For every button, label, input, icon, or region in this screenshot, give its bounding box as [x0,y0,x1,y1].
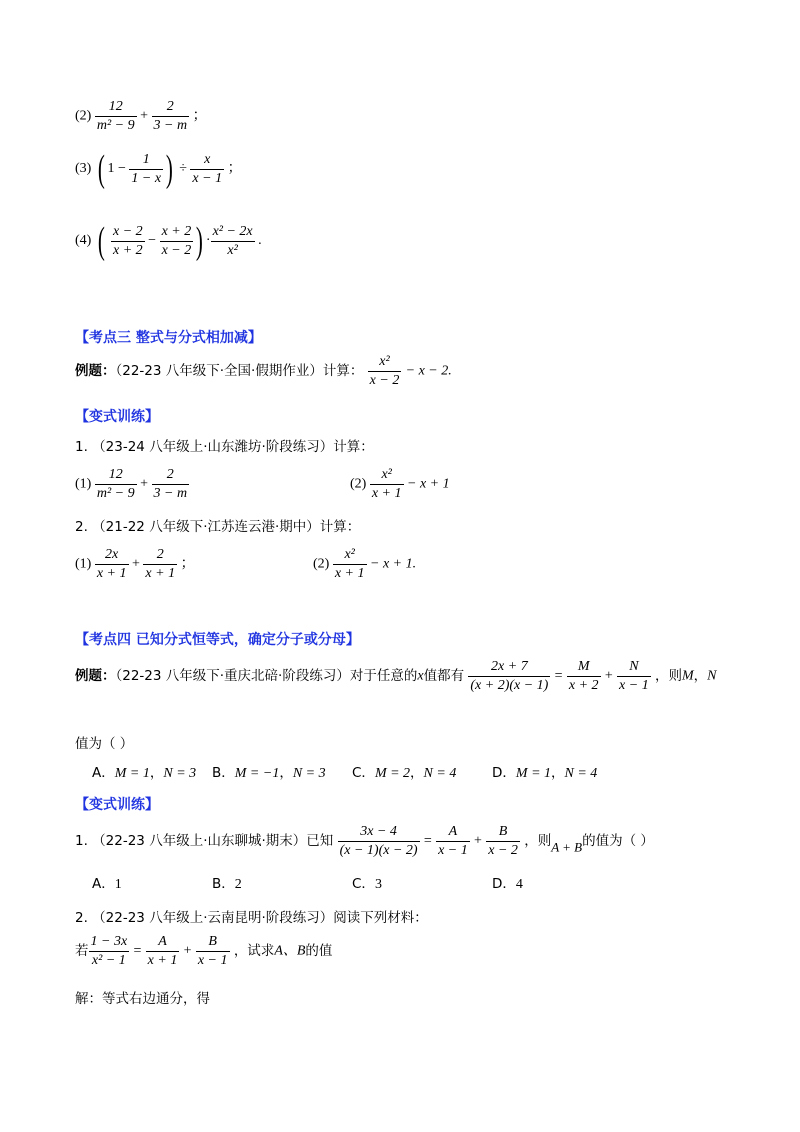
fraction: $\frac{\text{x² − 2x}}{\text{x²}}$ [212,223,253,258]
option-b[interactable]: B．2 [212,876,242,892]
fraction: $\frac{\text{x²}}{x - 2}$ [369,354,400,388]
option-b[interactable]: B．M = −1，N = 3 [212,765,326,781]
option-c[interactable]: C．M = 2，N = 4 [352,765,457,781]
question-2-part-1: (1) $\frac{2x}{x + 1}$ + $\frac{2}{x + 1}$ ； [75,547,195,581]
fraction: $\frac{B}{x - 2}$ [488,824,518,858]
example-source: （22-23 八年级下·全国·假期作业）计算： [115,362,364,379]
question-1: 1. （23-24 八年级上·山东潍坊·阶段练习）计算： [75,439,374,455]
fraction: $\frac{2}{3 - m}$ [153,99,188,133]
left-paren: ( [97,148,105,190]
problem-3: (3) ( 1 − $\frac{1}{1 - x}$ ) ÷ $\frac{x}{x - 1}$ ； [75,148,242,190]
fraction: $\frac{A}{x - 1}$ [438,824,468,858]
problem-label: (2) [75,108,92,124]
right-paren: ) [196,220,204,262]
fraction: $\frac{x - 2}{x + 2}$ [112,223,143,258]
example-answer-prompt: 值为（ ） [75,736,134,752]
section-heading: 【考点三 整式与分式相加减】 [75,330,262,346]
fraction: $\frac{x}{x - 1}$ [192,151,223,186]
option-c[interactable]: C．3 [352,876,382,892]
problem-label: (3) [75,161,92,177]
fraction: $\frac{2}{3 - m}$ [153,467,188,501]
option-d[interactable]: D．4 [492,876,523,892]
question-2: 2. （22-23 八年级上·云南昆明·阶段练习）阅读下列材料： [75,910,428,926]
option-a[interactable]: A．1 [92,876,122,892]
practice-heading: 【变式训练】 [75,797,159,813]
problem-4: (4) ( $\frac{x - 2}{x + 2}$ − $\frac{x + 2}{x - 2}$ ) · $\frac{\text{x² − 2x}}{\text{x²}}$ . [75,220,262,262]
question-2: 2. （21-22 八年级下·江苏连云港·期中）计算： [75,519,361,535]
fraction: $\frac{1 - 3x}{\text{x² − 1}}$ [90,934,128,968]
fraction: $\frac{A}{x + 1}$ [147,934,178,968]
options-row [92,767,652,783]
question-1: 1. （22-23 八年级上·山东聊城·期末）已知 $\frac{3x - 4}{(x - 1)(x - 2)}$ = $\frac{A}{x - 1}$ + $\frac{B}{x - 2}$ ，则A + B的值为（ ） [75,824,654,858]
fraction: $\frac{2x}{x + 1}$ [96,547,127,581]
fraction: $\frac{\text{x²}}{x + 1}$ [334,547,365,581]
question-1-part-1: (1) $\frac{12}{\text{m² − 9}}$ + $\frac{2}{3 - m}$ [75,467,188,501]
solution-line: 解：等式右边通分，得 [75,991,210,1007]
fraction: $\frac{\text{x²}}{x + 1}$ [371,467,402,501]
problem-2: (2) $\frac{12}{\text{m² − 9}}$ + $\frac{2}{3 - m}$ ； [75,99,207,133]
fraction: $\frac{M}{x + 2}$ [568,659,599,693]
practice-heading: 【变式训练】 [75,409,159,425]
fraction: $\frac{12}{\text{m² − 9}}$ [96,99,135,133]
question-2-condition: 若 $\frac{1 - 3x}{\text{x² − 1}}$ = $\frac{A}{x + 1}$ + $\frac{B}{x - 1}$ ，试求A、B的值 [75,934,333,968]
example-label: 例题： [75,667,116,684]
fraction: $\frac{x + 2}{x - 2}$ [161,223,192,258]
fraction: $\frac{3x - 4}{(x - 1)(x - 2)}$ [339,824,418,858]
fraction: $\frac{12}{\text{m² − 9}}$ [96,467,135,501]
option-d[interactable]: D．M = 1，N = 4 [492,765,598,781]
left-paren: ( [97,220,105,262]
question-2-part-2: (2) $\frac{\text{x²}}{x + 1}$ − x + 1. [313,547,417,581]
section-heading: 【考点四 已知分式恒等式，确定分子或分母】 [75,632,360,648]
fraction: $\frac{B}{x - 1}$ [197,934,228,968]
fraction: $\frac{2}{x + 1}$ [145,547,176,581]
example-row: 例题：（22-23 八年级下·全国·假期作业）计算： $\frac{\text{x²}}{x - 2}$ − x − 2. [75,354,452,388]
problem-label: (4) [75,233,92,249]
example-row: 例题：（22-23 八年级下·重庆北碚·阶段练习）对于任意的x值都有 $\frac{2x + 7}{(x + 2)(x - 1)}$ = $\frac{M}{x + 2}$ + $\frac{N}{x - 1}$ ，则M，N [75,659,717,693]
fraction: $\frac{1}{1 - x}$ [131,151,162,186]
option-a[interactable]: A．M = 1，N = 3 [92,765,197,781]
q1-options-row [92,878,612,894]
fraction: $\frac{2x + 7}{(x + 2)(x - 1)}$ [470,659,549,693]
fraction: $\frac{N}{x - 1}$ [619,659,649,693]
example-label: 例题： [75,362,116,379]
right-paren: ) [165,148,173,190]
question-1-part-2: (2) $\frac{\text{x²}}{x + 1}$ − x + 1 [350,467,450,501]
